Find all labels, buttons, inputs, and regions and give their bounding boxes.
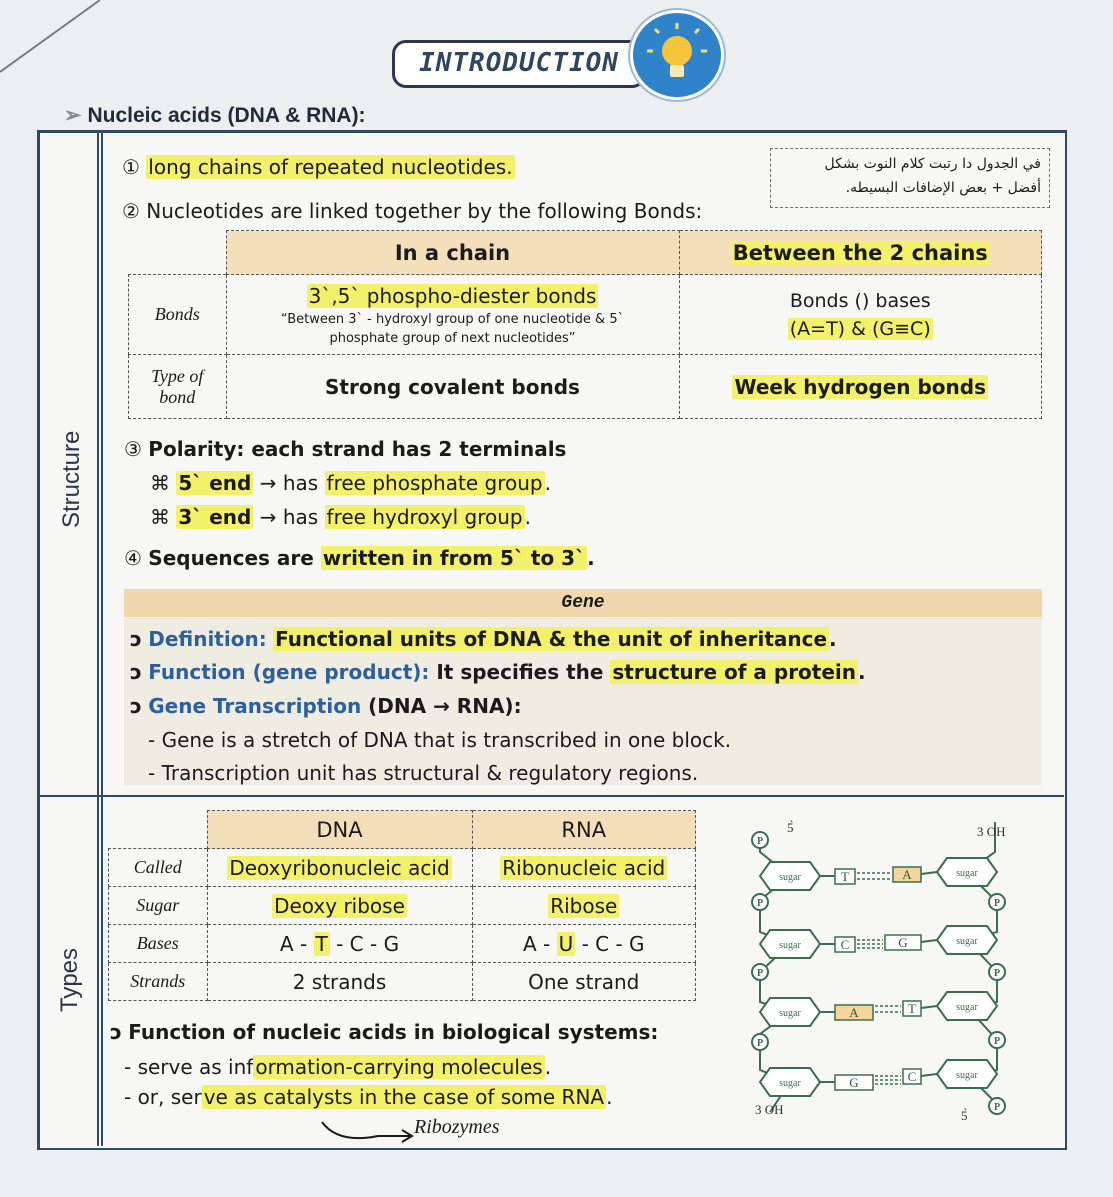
cell-text: A - (279, 931, 314, 956)
table-corner (129, 231, 227, 275)
bullet-end: . (544, 471, 551, 495)
bullet-key: 3` end (178, 505, 252, 529)
label: Definition: (148, 627, 267, 651)
note-line: في الجدول دا رتبت كلام النوت بشكل (824, 156, 1041, 172)
sugar-label: sugar (956, 1002, 978, 1013)
sugar-labels (779, 868, 978, 1089)
banner-text: INTRODUCTION (419, 48, 619, 78)
row-label-line: bond (159, 386, 196, 407)
cell-text: Bonds () bases (789, 289, 931, 312)
sugars (760, 858, 997, 1096)
point-2 (122, 199, 702, 223)
row-label: Called (109, 849, 208, 887)
phosphate-label: P (993, 968, 1001, 979)
heading-text: Function of nucleic acids in biological systems: (128, 1020, 659, 1044)
sugar-label: sugar (779, 1008, 801, 1019)
point-number: ② (122, 199, 140, 223)
point-3-lead: Polarity: (148, 437, 245, 461)
bullet-text: free phosphate group (326, 471, 543, 495)
gene-heading: Gene (561, 593, 605, 613)
bullet-3-end (150, 505, 531, 529)
marker-icon: ↄ (110, 1020, 122, 1044)
row-label: Bonds (129, 275, 227, 355)
cell-text: Ribose (550, 893, 618, 918)
phosphate-label: P (756, 968, 764, 979)
introduction-banner (392, 40, 646, 88)
cell-text: One strand (472, 963, 696, 1001)
sugar-label: sugar (956, 1070, 978, 1081)
base-letter: T (841, 869, 849, 884)
phosphate-label: P (756, 898, 764, 909)
point-4 (124, 546, 595, 570)
point-4-text: Sequences are (148, 546, 321, 570)
sugar-label: sugar (779, 940, 801, 951)
title-text: Nucleic acids (DNA & RNA): (87, 104, 366, 127)
transcription-item: - Gene is a stretch of DNA that is transcribed in one block. (148, 728, 732, 752)
row-label-line: Type of (151, 365, 204, 386)
cell (207, 849, 472, 887)
phosphate-label: P (756, 836, 764, 847)
base-links (820, 872, 937, 1082)
cell-text: - C - G (575, 931, 645, 956)
hydrogen-bonds (857, 873, 901, 1084)
function-heading (110, 1020, 658, 1044)
cell-highlight: U (558, 931, 574, 956)
page-corner-mark (0, 0, 120, 80)
label: Function (gene product): (148, 660, 430, 684)
gene-function (130, 660, 866, 684)
cell-text: - C - G (329, 931, 400, 956)
base-letter: G (849, 1075, 859, 1090)
marker-icon: ↄ (130, 694, 142, 718)
point-4-highlight: written in from 5` to 3` (322, 546, 586, 570)
bullet-arrow: → has (259, 471, 325, 495)
cell-text: Deoxyribonucleic acid (229, 855, 450, 880)
bonds-table (128, 230, 1042, 419)
bullet-icon: ⌘ (150, 471, 170, 495)
dna-rna-table (108, 810, 696, 1001)
text: (DNA → RNA): (361, 694, 522, 718)
col-header-dna: DNA (207, 811, 472, 849)
item-text: - serve as inf (124, 1055, 254, 1079)
cell-text: Strong covalent bonds (226, 355, 679, 419)
base-letter: A (849, 1005, 859, 1020)
transcription-item: - Transcription unit has structural & regulatory regions. (148, 761, 699, 785)
bullet-arrow: → has (259, 505, 325, 529)
cell-highlight: T (315, 931, 328, 956)
note-line: أفضل + بعض الإضافات البسيطه. (845, 180, 1041, 196)
cell-text: (A=T) & (G≡C) (789, 317, 931, 340)
cell-text: Week hydrogen bonds (734, 374, 987, 399)
gene-transcription (130, 694, 522, 718)
point-number: ③ (124, 437, 142, 461)
col-header-rna: RNA (472, 811, 696, 849)
text: It specifies the (429, 660, 611, 684)
point-3 (124, 437, 566, 461)
section-divider (37, 795, 1064, 797)
phosphate-label: P (756, 1038, 764, 1049)
item-highlight: ve as catalysts in the case of some RNA (203, 1085, 605, 1109)
item-end: . (606, 1085, 613, 1109)
sugar-label: sugar (779, 872, 801, 883)
three-oh-label: 3 OH (755, 1102, 784, 1117)
gene-definition: ↄ Definition: Functional units of DNA & the unit of inheritance . (130, 627, 837, 651)
item-highlight: ormation-carrying molecules (255, 1055, 543, 1079)
side-label-types: Types (56, 947, 83, 1012)
base-letter: C (840, 937, 850, 952)
cell-text: Ribonucleic acid (502, 855, 666, 880)
cell (207, 887, 472, 925)
point-2-text: Nucleotides are linked together by the following Bonds: (146, 199, 703, 223)
bullet-text: free hydroxyl group (326, 505, 523, 529)
bullet-key: 5` end (178, 471, 252, 495)
marker-icon: ↄ (130, 627, 142, 651)
function-item (124, 1085, 612, 1109)
bullet-end: . (524, 505, 531, 529)
point-number: ④ (124, 546, 142, 570)
highlight: structure of a protein (612, 660, 857, 684)
gene-heading-bar (124, 589, 1042, 617)
text-end: . (858, 660, 866, 684)
row-label (129, 355, 227, 419)
side-label-structure: Structure (58, 430, 85, 528)
label: Gene Transcription (148, 694, 362, 718)
cell (472, 849, 696, 887)
handwritten-arrow (318, 1118, 418, 1148)
cell-text: Deoxy ribose (274, 893, 405, 918)
base-letter: T (908, 1001, 916, 1016)
item-end: . (544, 1055, 552, 1079)
three-oh-label: 3 OH (977, 824, 1006, 839)
function-item (124, 1055, 551, 1079)
point-1 (122, 155, 515, 179)
arabic-note (770, 148, 1050, 208)
frame-rule (97, 132, 99, 1146)
pointer-icon: ➢ (64, 104, 82, 127)
cell (207, 925, 472, 963)
cell (472, 887, 696, 925)
point-1-text: long chains of repeated nucleotides. (148, 155, 513, 179)
bonds-chain-cell (226, 275, 679, 355)
cell-text: 2 strands (207, 963, 472, 1001)
phosphate-label: P (993, 898, 1001, 909)
row-label: Sugar (109, 887, 208, 925)
sugar-label: sugar (956, 936, 978, 947)
table-corner (109, 811, 208, 849)
bullet-5-end (150, 471, 551, 495)
base-letter: A (902, 867, 912, 882)
item-text: - or, ser (124, 1085, 202, 1109)
dna-ladder-diagram (735, 812, 1035, 1127)
row-label: Bases (109, 925, 208, 963)
base-letters (841, 867, 917, 1090)
base-boxes (835, 867, 921, 1090)
row-label: Strands (109, 963, 208, 1001)
marker-icon: ↄ (130, 660, 142, 684)
phosphate-label: P (993, 1036, 1001, 1047)
section-title (64, 103, 366, 128)
five-prime-label: 5̀ (787, 820, 794, 835)
bonds-between-cell (679, 275, 1042, 355)
cell-text: A - (522, 931, 557, 956)
text: Functional units of DNA & the unit of inheritance (275, 627, 828, 651)
cell-note: “Between 3` - hydroxyl group of one nucleotide & 5` (280, 311, 625, 327)
col-header (679, 231, 1042, 275)
point-3-text: each strand has 2 terminals (244, 437, 567, 461)
handwritten-note: Ribozymes (414, 1116, 500, 1138)
cell (679, 355, 1042, 419)
cell-note: phosphate group of next nucleotides” (329, 330, 576, 346)
point-4-end: . (587, 546, 595, 570)
lightbulb-icon (630, 10, 724, 100)
phosphate-label: P (993, 1102, 1001, 1113)
sugar-label: sugar (956, 868, 978, 879)
point-number: ① (122, 155, 140, 179)
base-letter: C (907, 1069, 917, 1084)
five-prime-label: 5̀ (961, 1108, 968, 1123)
sugar-label: sugar (779, 1078, 801, 1089)
gene-box (124, 589, 1042, 785)
cell (472, 925, 696, 963)
base-letter: G (898, 935, 908, 950)
col-header: In a chain (226, 231, 679, 275)
cell-text: 3`,5` phospho-diester bonds (308, 283, 597, 308)
col-header-text: Between the 2 chains (732, 240, 988, 265)
frame-rule (101, 132, 103, 1146)
bullet-icon: ⌘ (150, 505, 170, 529)
